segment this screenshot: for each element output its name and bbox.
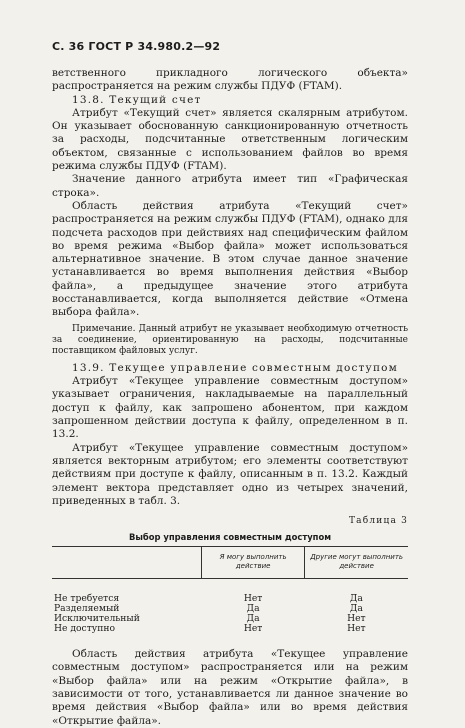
table-header-cell [52,547,202,579]
table-cell: Нет [243,593,263,605]
table-title: Выбор управления совместным доступом [128,532,332,543]
page-header: С. 36 ГОСТ Р 34.980.2—92 [52,40,221,53]
section-13-8-paragraph-1: Атрибут «Текущий счет» является скалярным атрибутом. Он указывает обоснованную санкционированную отчетность за расходы, подсчитанные ответственным логическим объектом, связанные с использованием файлов во время режима службы ПДУФ (FTAM). [52,106,408,173]
table-cell: Да [349,603,363,615]
table-header-row [52,547,408,579]
table-row [52,624,408,634]
section-13-9-paragraph-2: Атрибут «Текущее управление совместным доступом» является векторным атрибутом; его элементы соответствуют действиям при доступе к файлу, описанным в п. 13.2. Каждый элемент вектора представляет одно из четырех значений, приведенных в табл. 3. [52,441,408,507]
table-cell: Нет [347,623,366,635]
section-13-9-heading: 13.9. Текущее управление совместным доступом [72,361,399,374]
table-header-cell: Другие могут выполнить действие [305,547,408,579]
table-cell: Да [246,603,260,615]
table-row [52,579,408,605]
table-header-cell: Я могу выполнить действие [202,547,305,579]
sharing-control-table [52,546,408,634]
section-13-8-paragraph-2: Значение данного атрибута имеет тип «Графическая строка». [52,173,408,199]
intro-paragraph: ветственного прикладного логического объекта» распространяется на режим службы ПДУФ (FTAM). [52,67,408,93]
table-cell: Да [349,593,363,605]
table-cell: Нет [243,623,263,635]
document-page [52,40,408,728]
table-cell: Не требуется [54,593,120,605]
table-cell: Нет [347,613,366,625]
table-number: Таблица 3 [348,516,408,527]
section-13-9-paragraph-1: Атрибут «Текущее управление совместным доступом» указывает ограничения, накладываемые на параллельный доступ к файлу, как запрошено абонентом, при каждом запрошенном действии доступа к файлу, определенном в п. 13.2. [52,375,408,441]
section-13-8-paragraph-3: Область действия атрибута «Текущий счет» распространяется на режим службы ПДУФ (FTAM), однако для подсчета расходов при действиях над специфическим файлом во время режима «Выбор файла» может использоваться альтернативное значение. В этом случае данное значение устанавливается во время выполнения действия «Выбор файла», а предыдущее значение этого атрибута восстанавливается, когда выполняется действие «Отмена выбора файла». [52,199,408,319]
section-13-8-note: Примечание. Данный атрибут не указывает необходимую отчетность за соединение, ориентированную на расходы, подсчитанные поставщиком файловых услуг. [52,323,408,357]
section-13-8-heading: 13.8. Текущий счет [72,93,202,106]
table-cell: Не доступно [54,623,115,635]
table-cell: Разделяемый [54,603,120,615]
table-cell: Да [246,613,260,625]
closing-paragraph: Область действия атрибута «Текущее управление совместным доступом» распространяется или на режим «Выбор файла» или на режим «Открытие файла», в зависимости от того, устанавливается ли данное значение во время действия «Выбор файла» или во время действия «Открытие файла». [52,648,408,727]
table-cell: Исключительный [54,613,140,625]
